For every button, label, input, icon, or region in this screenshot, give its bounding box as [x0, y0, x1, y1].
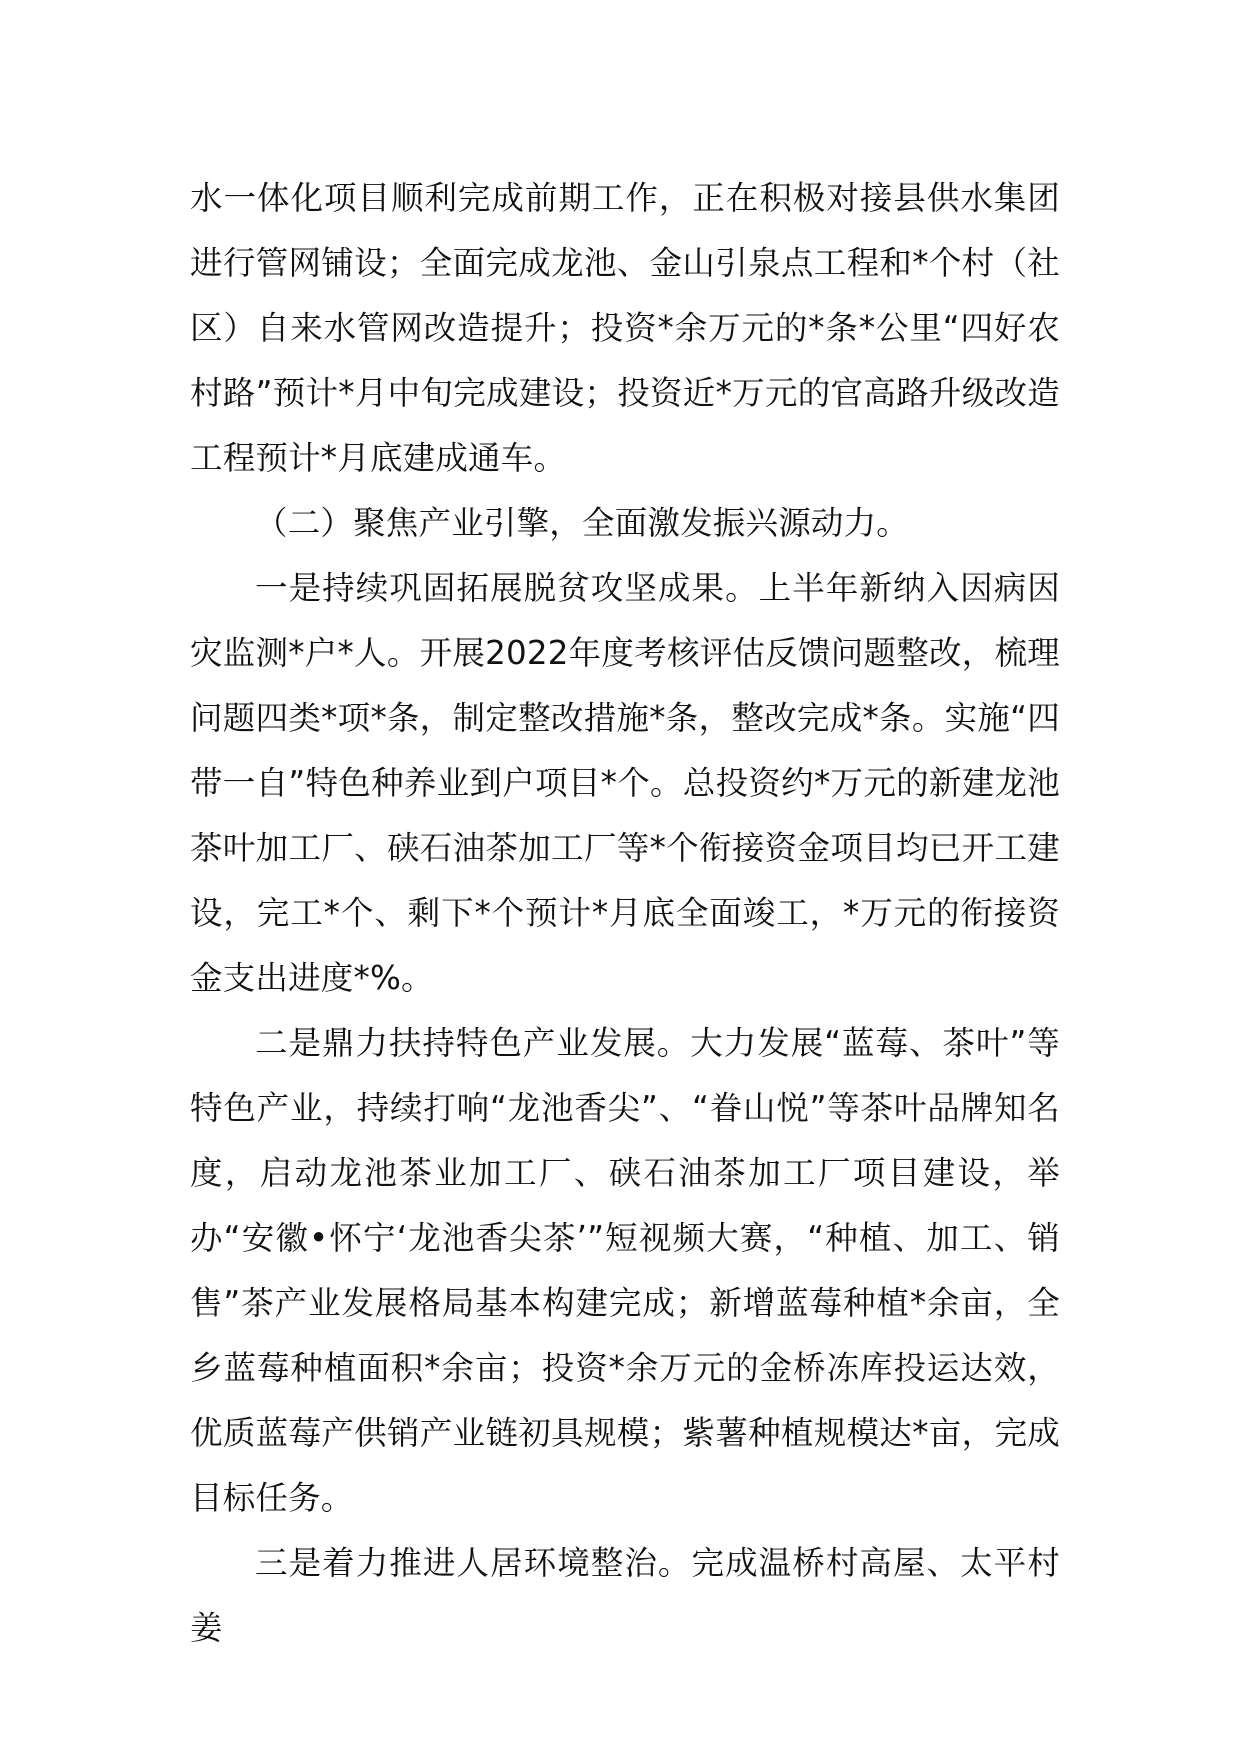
paragraph-water-roads: 水一体化项目顺利完成前期工作，正在积极对接县供水集团进行管网铺设；全面完成龙池、金山引泉点工程和*个村（社区）自来水管网改造提升；投资*余万元的*条*公里“四好农村路”预计*月中旬完成建设；投资近*万元的官高路升级改造工程预计*月底建成通车。	[190, 179, 1060, 477]
paragraph-living-environment: 三是着力推进人居环境整治。完成温桥村高屋、太平村姜	[190, 1544, 1060, 1647]
section-heading-industry: （二）聚焦产业引擎，全面激发振兴源动力。	[255, 504, 910, 542]
paragraph-special-industries: 二是鼎力扶持特色产业发展。大力发展“蓝莓、茶叶”等特色产业，持续打响“龙池香尖”、“眷山悦”等茶叶品牌知名度，启动龙池茶业加工厂、硖石油茶加工厂项目建设，举办“安徽•怀宁‘龙池香尖茶’”短视频大赛，“种植、加工、销售”茶产业发展格局基本构建完成；新增蓝莓种植*余亩，全乡蓝莓种植面积*余亩；投资*余万元的金桥冻库投运达效，优质蓝莓产供销产业链初具规模；紫薯种植规模达*亩，完成目标任务。	[190, 1024, 1060, 1517]
document-body	[190, 166, 1060, 1661]
paragraph-poverty-results: 一是持续巩固拓展脱贫攻坚成果。上半年新纳入因病因灾监测*户*人。开展2022年度考核评估反馈问题整改，梳理问题四类*项*条，制定整改措施*条，整改完成*条。实施“四带一自”特色种养业到户项目*个。总投资约*万元的新建龙池茶叶加工厂、硖石油茶加工厂等*个衔接资金项目均已开工建设，完工*个、剩下*个预计*月底全面竣工，*万元的衔接资金支出进度*%。	[190, 569, 1060, 997]
